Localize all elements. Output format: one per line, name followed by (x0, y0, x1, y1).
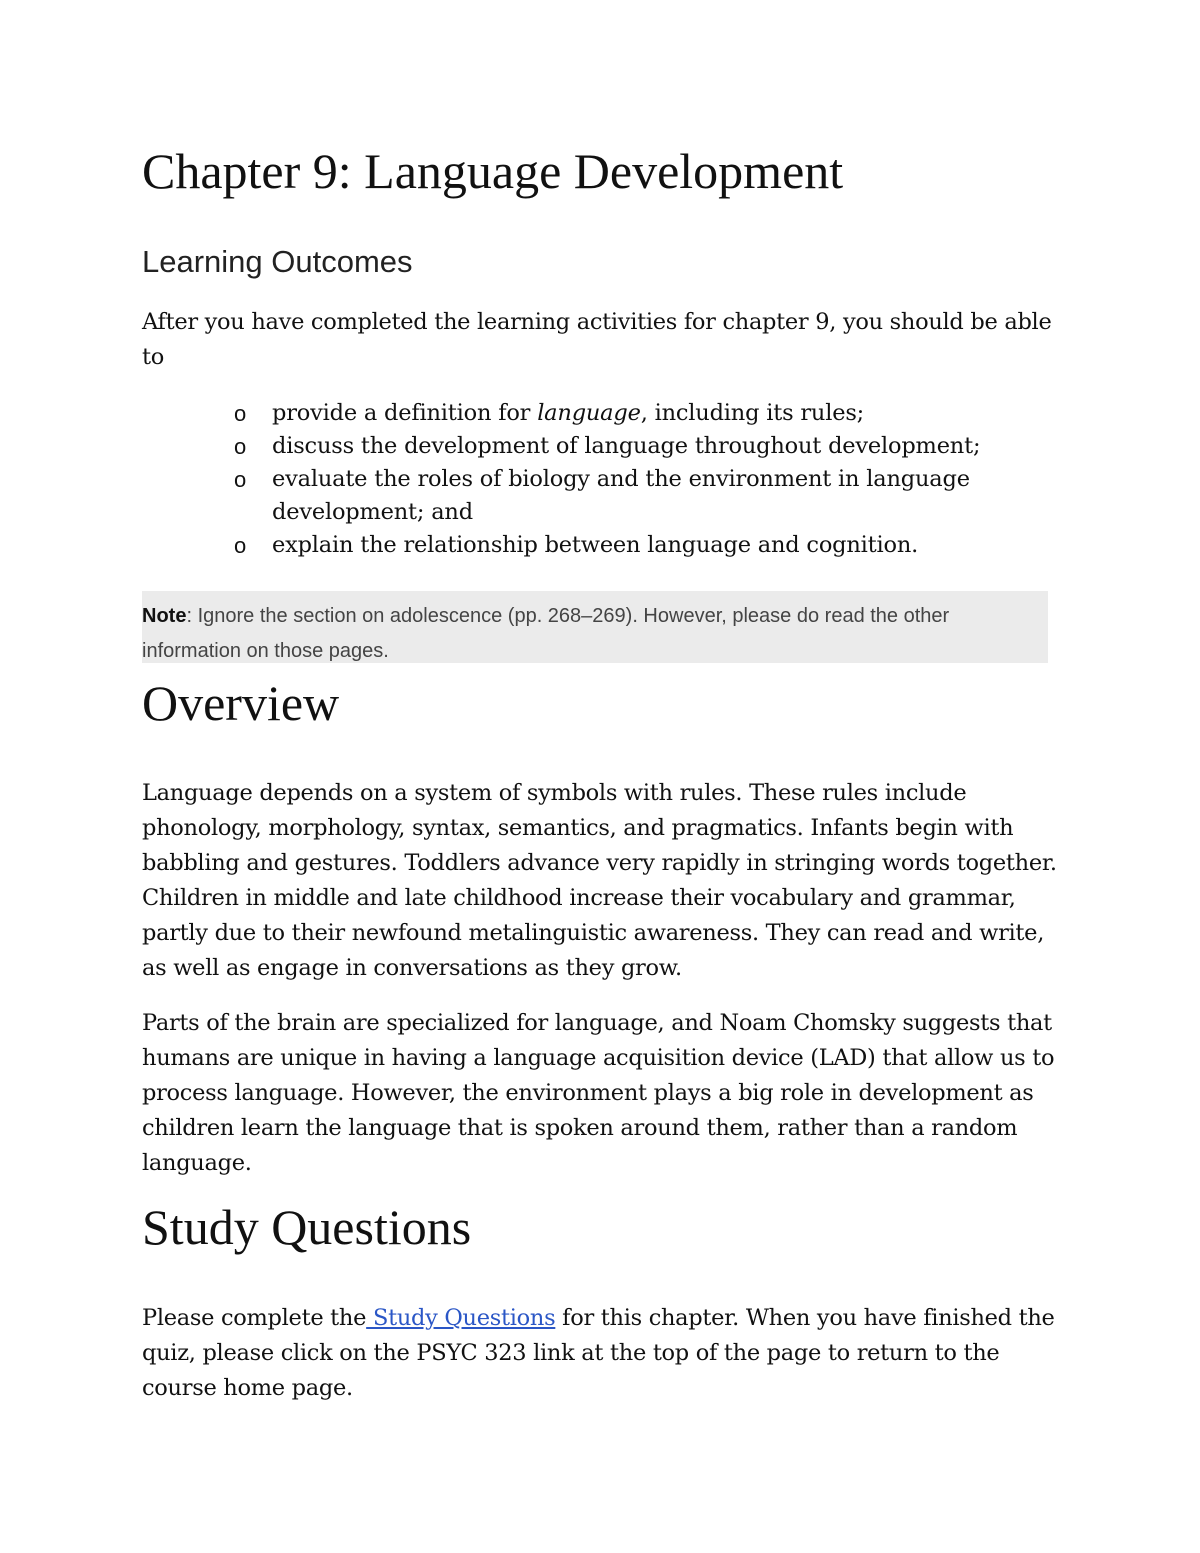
note-label: Note (142, 605, 187, 627)
learning-outcomes-intro: After you have completed the learning activities for chapter 9, you should be able to (142, 309, 1052, 370)
chapter-title: Chapter 9: Language Development (142, 143, 844, 199)
study-questions-link[interactable]: Study Questions (366, 1305, 556, 1331)
list-item-text: , including its rules; (640, 400, 865, 426)
note-text (142, 599, 1048, 669)
bullet-marker: o (234, 434, 247, 459)
learning-outcomes-heading: Learning Outcomes (142, 244, 413, 279)
overview-heading: Overview (142, 675, 340, 731)
study-questions-text-after: for this chapter. When you have finished the quiz, please click on the PSYC 323 link at the top of the page to return to the course home page. (142, 1305, 1055, 1401)
note-box (142, 591, 1048, 663)
bullet-marker: o (234, 533, 247, 558)
list-item (234, 397, 1034, 430)
bullet-marker: o (234, 401, 247, 426)
list-item-text: evaluate the roles of biology and the environment in language development; and (272, 466, 970, 525)
emphasized-term: language (537, 400, 641, 426)
study-questions-paragraph (142, 1301, 1067, 1406)
list-item-text: explain the relationship between language and cognition. (272, 532, 919, 558)
note-body: : Ignore the section on adolescence (pp. 268–269). However, please do read the other information on those pages. (142, 605, 950, 662)
learning-outcomes-list (234, 397, 1034, 562)
list-item (234, 463, 1034, 529)
list-item (234, 430, 1034, 463)
overview-paragraph-1: Language depends on a system of symbols with rules. These rules include phonology, morphology, syntax, semantics, and pragmatics. Infants begin with babbling and gestures. Toddlers advance very rapidly in stringing words together. Children in middle and late childhood increase their vocabulary and grammar, partly due to their newfound metalinguistic awareness. They can read and write, as well as engage in conversations as they grow. (142, 780, 1057, 981)
list-item-text: provide a definition for (272, 400, 538, 426)
overview-paragraph-2: Parts of the brain are specialized for language, and Noam Chomsky suggests that humans are unique in having a language acquisition device (LAD) that allow us to process language. However, the environment plays a big role in development as children learn the language that is spoken around them, rather than a random language. (142, 1010, 1055, 1176)
bullet-marker: o (234, 467, 247, 492)
list-item-text: discuss the development of language throughout development; (272, 433, 981, 459)
study-questions-heading: Study Questions (142, 1199, 472, 1255)
study-questions-text-before: Please complete the (142, 1305, 367, 1331)
list-item (234, 529, 1034, 562)
